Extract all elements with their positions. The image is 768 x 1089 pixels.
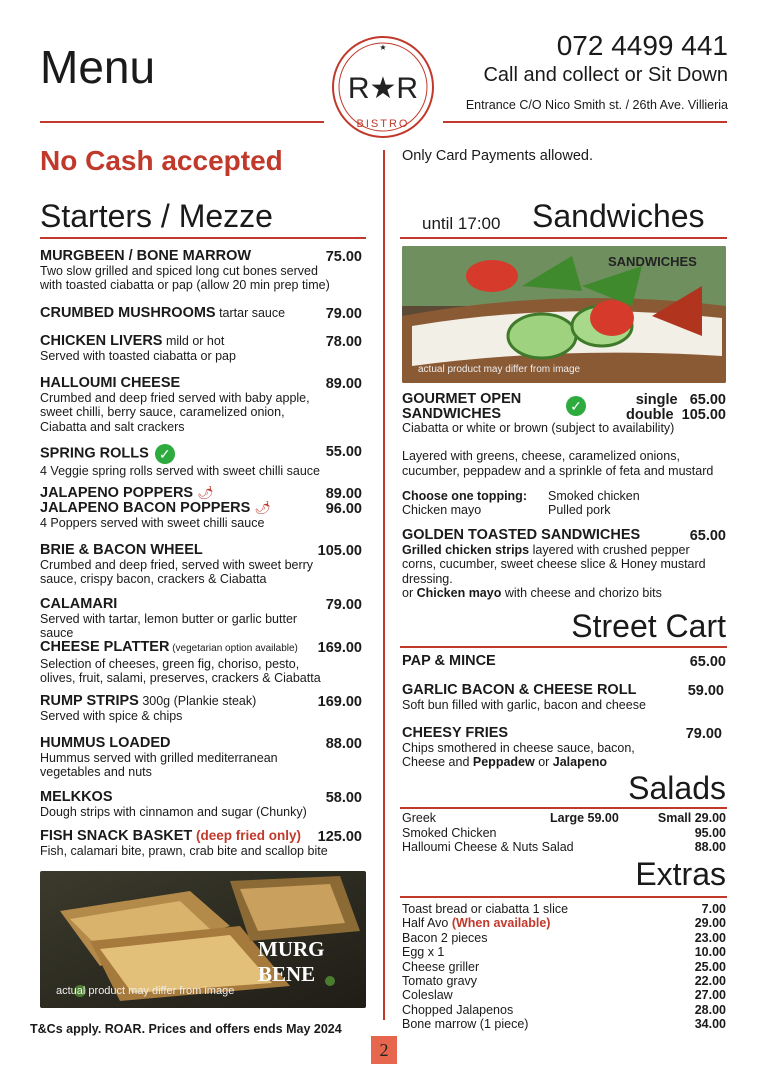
gourmet-double-price (600, 407, 726, 423)
fries-desc1: Chips smothered in cheese sauce, bacon, (402, 740, 635, 755)
extra-price: 34.00 (694, 1017, 726, 1032)
starter-item (40, 486, 330, 501)
starter-name: BRIE & BACON WHEEL (40, 542, 203, 558)
golden-desc: layered with crushed pepper corns, cucumber, sweet cheese slice & Honey mustard dressing. (402, 542, 706, 586)
starter-price: 78.00 (325, 334, 362, 350)
extra-name: Bone marrow (1 piece) (402, 1017, 529, 1032)
pap-name: PAP & MINCE (402, 653, 496, 669)
starter-price: 96.00 (325, 501, 362, 517)
extra-price: 10.00 (694, 945, 726, 960)
starter-desc: Served with tartar, lemon butter or garlic butter sauce (40, 611, 298, 640)
street-cart-heading: Street Cart (571, 608, 726, 644)
starter-item (40, 597, 330, 641)
murg-bene-caption: MURG BENE (258, 937, 325, 986)
starter-name: CHEESE PLATTER (40, 639, 170, 655)
starter-price: 58.00 (325, 790, 362, 806)
sandwiches-divider (400, 237, 727, 239)
starter-name: JALAPENO BACON POPPERS (40, 500, 251, 516)
salads-divider (400, 807, 727, 809)
starter-item (40, 790, 330, 819)
starter-desc: Hummus served with grilled mediterranean vegetables and nuts (40, 750, 278, 779)
starter-price: 79.00 (325, 597, 362, 613)
salad-halloumi-price: 88.00 (694, 840, 726, 854)
starter-extra: (vegetarian option available) (169, 643, 298, 654)
starter-extra: mild or hot (162, 334, 225, 348)
topping-chicken-mayo: Chicken mayo (402, 503, 482, 517)
topping-pulled-pork: Pulled pork (548, 503, 611, 517)
fries-price: 79.00 (685, 726, 722, 742)
sandwich-photo (402, 246, 726, 383)
golden-desc-bold: Grilled chicken strips (402, 542, 530, 557)
extras-divider (400, 896, 727, 898)
extra-price: 22.00 (694, 974, 726, 988)
header-divider-left (40, 121, 324, 123)
pap-mince (402, 654, 496, 669)
starter-item (40, 444, 330, 479)
starter-price: 169.00 (317, 694, 362, 710)
layered-desc: Layered with greens, cheese, caramelized onions, cucumber, peppadew and a sprinkle of feta and mustard (402, 449, 714, 478)
chili-icon: 🌶 (254, 500, 271, 515)
svg-text:BISTRO: BISTRO (356, 118, 410, 130)
extra-item (402, 1017, 726, 1032)
starter-name: SPRING ROLLS (40, 445, 149, 462)
sandwich-photo-caption: SANDWICHES (608, 254, 697, 269)
card-only-notice: Only Card Payments allowed. (402, 148, 593, 164)
extra-item (402, 916, 726, 931)
chili-icon: 🌶 (197, 485, 214, 500)
salad-greek-small: Small 29.00 (657, 811, 726, 825)
starter-price: 55.00 (325, 444, 362, 460)
starter-item (40, 694, 330, 723)
starter-desc: Selection of cheeses, green fig, choriso, pesto, olives, fruit, salami, preserves, crackers & Ciabatta (40, 656, 321, 685)
double-price: 105.00 (681, 407, 726, 423)
starter-item (40, 736, 330, 780)
bistro-logo (330, 34, 436, 140)
starters-heading: Starters / Mezze (40, 198, 273, 234)
starter-name: CHICKEN LIVERS (40, 333, 163, 349)
starter-price: 75.00 (325, 249, 362, 265)
gourmet-desc: Ciabatta or white or brown (subject to availability) (402, 421, 675, 435)
starter-name: FISH SNACK BASKET (40, 828, 193, 844)
starter-price: 89.00 (325, 486, 362, 502)
starter-name: HALLOUMI CHEESE (40, 375, 181, 391)
no-cash-notice: No Cash accepted (40, 145, 283, 176)
column-divider (383, 150, 385, 1020)
street-cart-divider (400, 646, 727, 648)
starter-desc: Crumbed and deep fried, served with sweet berry sauce, crispy bacon, crackers & Ciabatta (40, 557, 314, 586)
salad-greek (402, 811, 726, 826)
starter-name: JALAPENO POPPERS (40, 485, 194, 501)
salad-greek-large: Large 59.00 (550, 811, 619, 825)
sandwiches-heading: Sandwiches (532, 198, 705, 234)
extra-note: (When available) (451, 916, 551, 931)
starter-desc: 4 Veggie spring rolls served with sweet chilli sauce (40, 464, 320, 478)
starter-item (40, 640, 330, 686)
starter-extra: 300g (Plankie steak) (138, 694, 257, 708)
extra-item (402, 988, 726, 1003)
choose-topping-label: Choose one topping: (402, 489, 527, 503)
extra-item (402, 931, 726, 946)
starter-item (40, 306, 330, 321)
starter-name: MELKKOS (40, 789, 113, 805)
salad-smoked-chicken (402, 826, 726, 841)
gourmet-single-price (600, 392, 726, 408)
starter-price: 169.00 (317, 640, 362, 656)
starter-desc: 4 Poppers served with sweet chilli sauce (40, 515, 265, 530)
svg-text:★: ★ (379, 43, 387, 52)
murg-bene-photo (40, 871, 366, 1008)
double-label: double (626, 407, 674, 423)
call-collect-text: Call and collect or Sit Down (483, 64, 728, 86)
terms-text: T&Cs apply. ROAR. Prices and offers ends May 2024 (30, 1022, 342, 1036)
golden-price: 65.00 (689, 528, 726, 544)
gourmet-name-line1: GOURMET OPEN (402, 391, 522, 407)
starter-item (40, 249, 330, 293)
starter-price: 79.00 (325, 306, 362, 322)
starter-desc: Two slow grilled and spiced long cut bones served with toasted ciabatta or pap (allow 20 min prep time) (40, 263, 330, 292)
salads-heading: Salads (628, 770, 726, 806)
extra-name: Tomato gravy (402, 974, 478, 988)
salad-halloumi-name: Halloumi Cheese & Nuts Salad (402, 840, 574, 854)
starter-item (40, 376, 330, 434)
page-title: Menu (40, 41, 156, 93)
salad-smoked-price: 95.00 (694, 826, 726, 840)
single-price: 65.00 (689, 392, 726, 408)
check-icon: ✓ (566, 396, 586, 416)
starter-desc: Fish, calamari bite, prawn, crab bite and scallop bite (40, 843, 328, 858)
starter-item (40, 543, 330, 587)
salad-smoked-name: Smoked Chicken (402, 826, 497, 840)
starter-name: MURGBEEN / BONE MARROW (40, 248, 252, 264)
extra-name: Cheese griller (402, 959, 480, 974)
fries-desc2b: Peppadew (472, 755, 535, 769)
address-text: Entrance C/O Nico Smith st. / 26th Ave. Villieria (465, 98, 728, 112)
starters-divider (40, 237, 366, 239)
header-divider-right (443, 121, 727, 123)
extra-name: Coleslaw (402, 988, 453, 1003)
starter-price: 125.00 (317, 829, 362, 845)
sandwich-hours: until 17:00 (422, 214, 501, 233)
extra-name: Egg x 1 (402, 945, 445, 960)
starter-desc: Crumbed and deep fried served with baby apple, sweet chilli, berry sauce, caramelized onion, Ciabatta and salt crackers (40, 390, 310, 434)
roll-name: GARLIC BACON & CHEESE ROLL (402, 682, 637, 698)
fries-desc2c: or (534, 755, 553, 769)
extra-item (402, 960, 726, 975)
roll-desc: Soft bun filled with garlic, bacon and cheese (402, 697, 646, 712)
starter-price: 105.00 (317, 543, 362, 559)
extra-item (402, 1003, 726, 1018)
single-label: single (635, 392, 678, 408)
extra-price: 28.00 (694, 1002, 726, 1017)
extra-item (402, 974, 726, 989)
check-icon: ✓ (155, 444, 175, 464)
starter-price: 89.00 (325, 376, 362, 392)
extra-name: Bacon 2 pieces (402, 930, 488, 945)
gourmet-name-text: SANDWICHES (402, 405, 502, 422)
fries-name: CHEESY FRIES (402, 725, 509, 741)
salad-greek-name: Greek (402, 811, 437, 825)
extra-price: 25.00 (694, 959, 726, 974)
extras-heading: Extras (635, 856, 726, 892)
starter-extra: (deep fried only) (192, 828, 302, 843)
extra-price: 23.00 (694, 930, 726, 945)
sandwich-photo-disclaimer: actual product may differ from image (418, 364, 581, 375)
starter-desc: Dough strips with cinnamon and sugar (Chunky) (40, 804, 307, 819)
extra-item (402, 945, 726, 960)
salad-halloumi (402, 840, 726, 855)
fries-desc2a: Cheese and (402, 755, 473, 769)
extra-name: Chopped Jalapenos (402, 1002, 514, 1017)
golden-or-rest: with cheese and chorizo bits (501, 586, 662, 600)
starter-name: CRUMBED MUSHROOMS (40, 305, 216, 321)
page-number: 2 (371, 1036, 397, 1064)
photo-disclaimer: actual product may differ from image (56, 985, 235, 997)
fries-desc2d: Jalapeno (552, 755, 607, 769)
golden-name: GOLDEN TOASTED SANDWICHES (402, 527, 641, 543)
svg-text:R★R: R★R (347, 72, 419, 105)
starter-extra: tartar sauce (215, 306, 286, 320)
starter-name: HUMMUS LOADED (40, 735, 171, 751)
extra-name: Toast bread or ciabatta 1 slice (402, 902, 569, 916)
extra-price: 27.00 (694, 988, 726, 1003)
starter-desc: Served with spice & chips (40, 708, 183, 723)
starter-price: 88.00 (325, 736, 362, 752)
starter-name: CALAMARI (40, 596, 118, 612)
golden-or: or (402, 586, 417, 600)
starter-name: RUMP STRIPS (40, 693, 139, 709)
topping-smoked-chicken: Smoked chicken (548, 489, 640, 503)
phone-number[interactable]: 072 4499 441 (556, 30, 728, 61)
extra-name: Half Avo (402, 916, 452, 931)
starter-item (40, 829, 330, 858)
starter-item (40, 334, 330, 363)
extra-item (402, 902, 726, 917)
golden-or-bold: Chicken mayo (416, 586, 502, 600)
starter-desc: Served with toasted ciabatta or pap (40, 348, 236, 363)
extra-price: 7.00 (701, 902, 726, 916)
pap-price: 65.00 (689, 654, 726, 670)
roll-price: 59.00 (687, 683, 724, 699)
extra-price: 29.00 (694, 916, 726, 931)
starter-item (40, 501, 330, 530)
